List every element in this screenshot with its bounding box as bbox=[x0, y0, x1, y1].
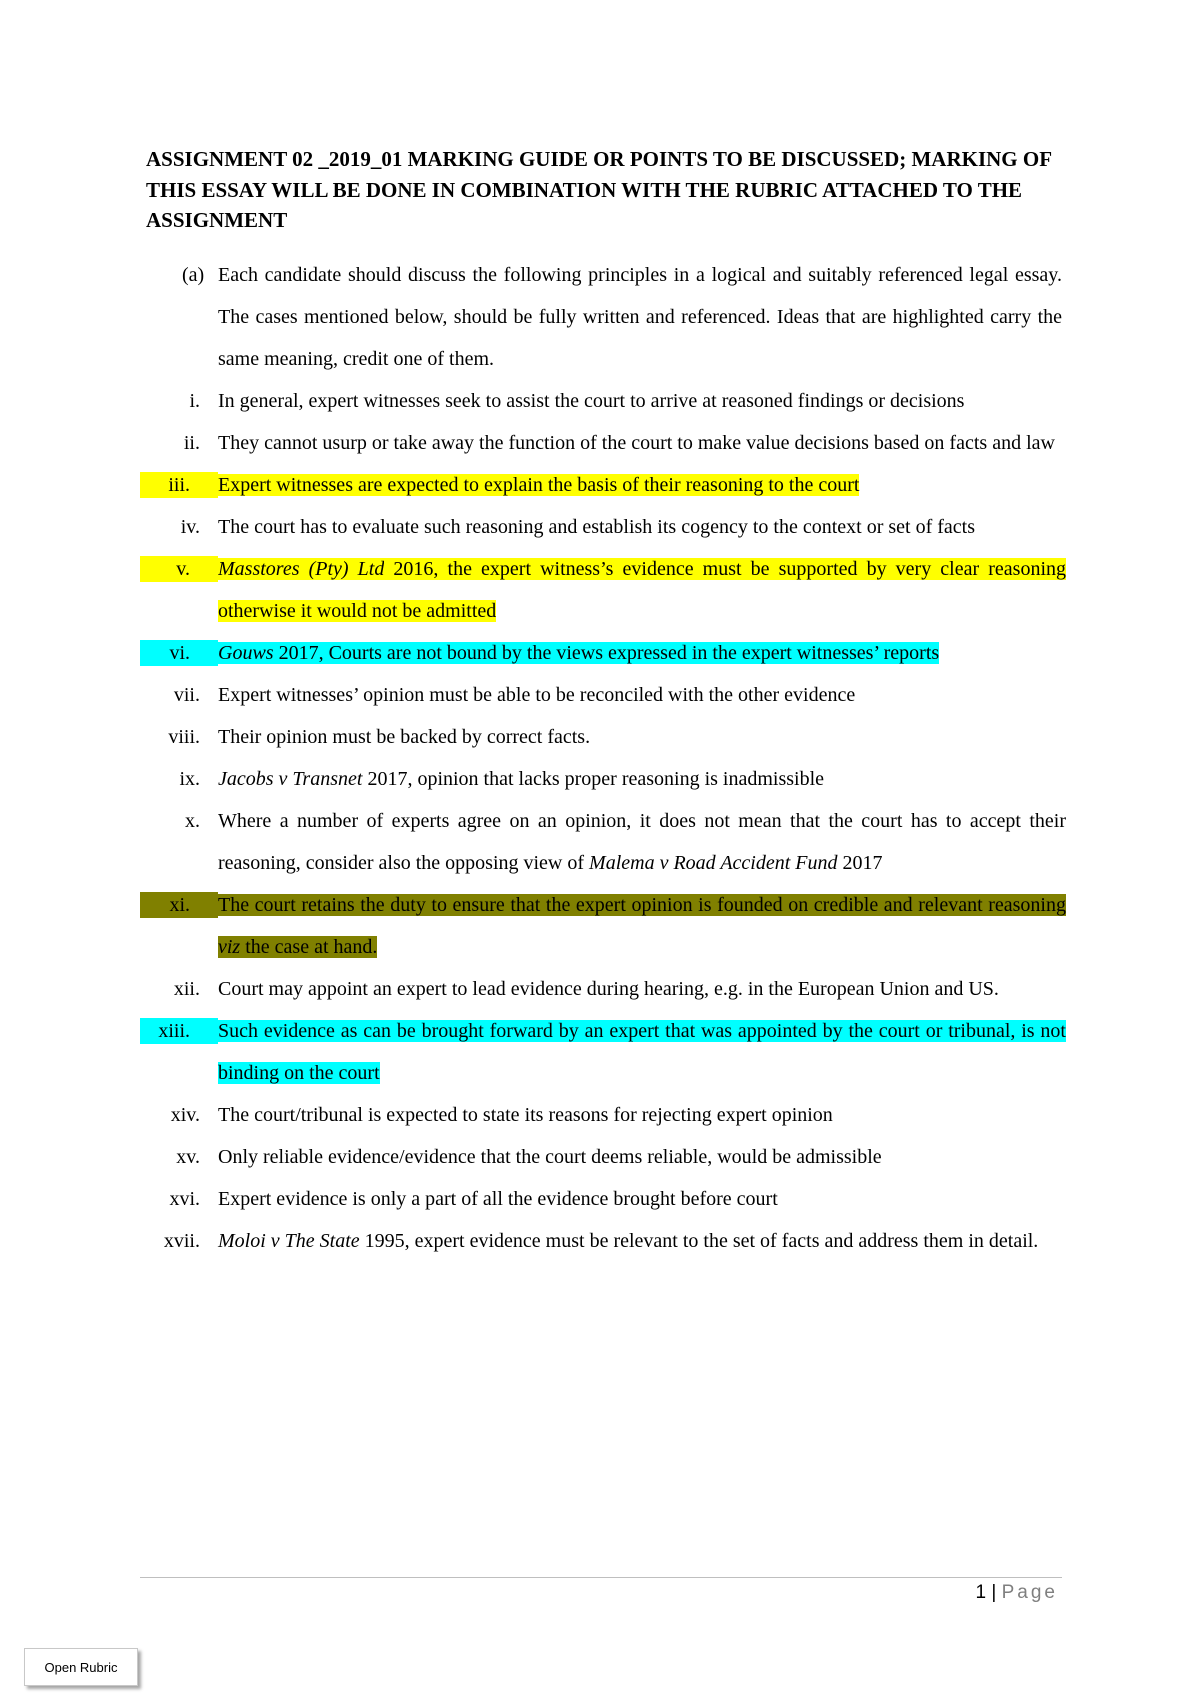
list-item bbox=[140, 1220, 1066, 1262]
item-number: xiv. bbox=[170, 1104, 200, 1126]
item-text-segment: Where a number of experts agree on an opinion, it does not mean that the court has to accept their reasoning, consider also the opposing view of bbox=[218, 810, 1066, 874]
list-item bbox=[140, 1178, 1066, 1220]
item-text-run bbox=[218, 1188, 778, 1210]
item-text-run bbox=[218, 432, 1055, 454]
item-number: xiii. bbox=[158, 1020, 190, 1042]
item-text bbox=[218, 464, 1066, 506]
item-text-run bbox=[218, 1146, 882, 1168]
item-text-segment: Expert witnesses are expected to explain the basis of their reasoning to the court bbox=[218, 474, 860, 496]
item-number: xi. bbox=[169, 894, 190, 916]
list-item bbox=[140, 422, 1066, 464]
list-item bbox=[140, 800, 1066, 884]
item-text-segment: The court retains the duty to ensure that the expert opinion is founded on credible and relevant reasoning bbox=[218, 894, 1066, 916]
item-text-segment: The court has to evaluate such reasoning and establish its cogency to the context or set of facts bbox=[218, 516, 975, 538]
item-text-segment: 2017, opinion that lacks proper reasoning is inadmissible bbox=[362, 768, 825, 790]
list-item bbox=[140, 380, 1066, 422]
item-text bbox=[218, 884, 1066, 968]
item-text-run bbox=[218, 474, 859, 496]
item-text-run bbox=[218, 390, 964, 412]
item-text bbox=[218, 380, 1066, 422]
item-text bbox=[218, 758, 1066, 800]
item-text bbox=[218, 506, 1066, 548]
item-text-segment: the case at hand. bbox=[240, 936, 378, 958]
intro-label: (a) bbox=[182, 264, 205, 286]
list-item bbox=[140, 884, 1066, 968]
page-label: Page bbox=[1001, 1582, 1058, 1603]
page-number: 1 bbox=[975, 1582, 987, 1603]
item-number: vi. bbox=[169, 642, 190, 664]
item-text-segment: They cannot usurp or take away the function of the court to make value decisions based on facts and law bbox=[218, 432, 1055, 454]
list-item bbox=[140, 632, 1066, 674]
case-name: Malema v Road Accident Fund bbox=[589, 852, 838, 874]
item-number: iv. bbox=[180, 516, 200, 538]
item-number: v. bbox=[176, 558, 190, 580]
item-number: iii. bbox=[168, 474, 190, 496]
item-number: ix. bbox=[179, 768, 200, 790]
open-rubric-button[interactable]: Open Rubric bbox=[24, 1648, 138, 1686]
item-text-segment: 1995, expert evidence must be relevant to the set of facts and address them in detail. bbox=[359, 1230, 1039, 1252]
case-name: Gouws bbox=[218, 642, 274, 664]
list-item bbox=[140, 1136, 1066, 1178]
item-number: i. bbox=[189, 390, 200, 412]
list-item bbox=[140, 1010, 1066, 1094]
item-text bbox=[218, 422, 1066, 464]
case-name: Masstores (Pty) Ltd bbox=[218, 558, 385, 580]
item-number: xii. bbox=[173, 978, 200, 1000]
item-text-segment: Expert evidence is only a part of all the evidence brought before court bbox=[218, 1188, 778, 1210]
item-number: xvii. bbox=[163, 1230, 200, 1252]
item-text bbox=[218, 1178, 1066, 1220]
list-item bbox=[140, 1094, 1066, 1136]
item-number: xvi. bbox=[169, 1188, 200, 1210]
page-separator: | bbox=[986, 1582, 1002, 1603]
item-number: xv. bbox=[176, 1146, 200, 1168]
item-text-run bbox=[218, 768, 824, 790]
intro-paragraph bbox=[182, 254, 1062, 380]
marking-points-list bbox=[140, 380, 1066, 1262]
item-text-segment: The court/tribunal is expected to state its reasons for rejecting expert opinion bbox=[218, 1104, 833, 1126]
footer-divider bbox=[140, 1577, 1062, 1578]
list-item bbox=[140, 506, 1066, 548]
case-name: viz bbox=[218, 936, 241, 958]
item-text-run bbox=[218, 516, 975, 538]
item-number: vii. bbox=[173, 684, 200, 706]
item-text bbox=[218, 800, 1066, 884]
list-item bbox=[140, 758, 1066, 800]
item-text bbox=[218, 632, 1066, 674]
item-text-segment: 2017 bbox=[837, 852, 883, 874]
item-text bbox=[218, 548, 1066, 632]
item-text-segment: Expert witnesses’ opinion must be able to be reconciled with the other evidence bbox=[218, 684, 856, 706]
item-text-run bbox=[218, 726, 590, 748]
item-text-segment: Only reliable evidence/evidence that the court deems reliable, would be admissible bbox=[218, 1146, 882, 1168]
item-text-segment: Their opinion must be backed by correct facts. bbox=[218, 726, 591, 748]
item-number: viii. bbox=[168, 726, 200, 748]
item-text-run bbox=[218, 642, 939, 664]
item-text-segment: Such evidence as can be brought forward by an expert that was appointed by the court or tribunal, is not binding on the court bbox=[218, 1020, 1066, 1084]
item-text-run bbox=[218, 978, 999, 1000]
list-item bbox=[140, 464, 1066, 506]
item-text bbox=[218, 1220, 1066, 1262]
item-text-run bbox=[218, 1020, 1066, 1084]
item-number: ii. bbox=[183, 432, 200, 454]
item-text-run bbox=[218, 894, 1066, 958]
page-number-footer bbox=[976, 1582, 1058, 1604]
case-name: Moloi v The State bbox=[218, 1230, 360, 1252]
item-text bbox=[218, 716, 1066, 758]
item-text bbox=[218, 674, 1066, 716]
list-item bbox=[140, 548, 1066, 632]
item-text-run bbox=[218, 810, 1066, 874]
item-text bbox=[218, 1010, 1066, 1094]
intro-text: Each candidate should discuss the following principles in a logical and suitably referenced legal essay. The cases mentioned below, should be fully written and referenced. Ideas that are highlighted carry the same meaning, credit one of them. bbox=[218, 264, 1062, 370]
item-text-run bbox=[218, 684, 855, 706]
list-item bbox=[140, 968, 1066, 1010]
case-name: Jacobs v Transnet bbox=[218, 768, 363, 790]
item-text-segment: 2017, Courts are not bound by the views expressed in the expert witnesses’ reports bbox=[273, 642, 940, 664]
list-item bbox=[140, 674, 1066, 716]
item-text-run bbox=[218, 1104, 833, 1126]
item-text-segment: Court may appoint an expert to lead evidence during hearing, e.g. in the European Union and US. bbox=[218, 978, 999, 1000]
item-text-segment: 2016, the expert witness’s evidence must be supported by very clear reasoning otherwise it would not be admitted bbox=[218, 558, 1066, 622]
item-text bbox=[218, 1136, 1066, 1178]
item-text-run bbox=[218, 1230, 1038, 1252]
item-text-segment: In general, expert witnesses seek to assist the court to arrive at reasoned findings or decisions bbox=[218, 390, 965, 412]
list-item bbox=[140, 716, 1066, 758]
item-text bbox=[218, 968, 1066, 1010]
item-text bbox=[218, 1094, 1066, 1136]
document-title: ASSIGNMENT 02 _2019_01 MARKING GUIDE OR POINTS TO BE DISCUSSED; MARKING OF THIS ESSAY WILL BE DONE IN COMBINATION WITH THE RUBRIC ATTACHED TO THE ASSIGNMENT bbox=[146, 147, 1052, 232]
item-number: x. bbox=[185, 810, 200, 832]
item-text-run bbox=[218, 558, 1066, 622]
